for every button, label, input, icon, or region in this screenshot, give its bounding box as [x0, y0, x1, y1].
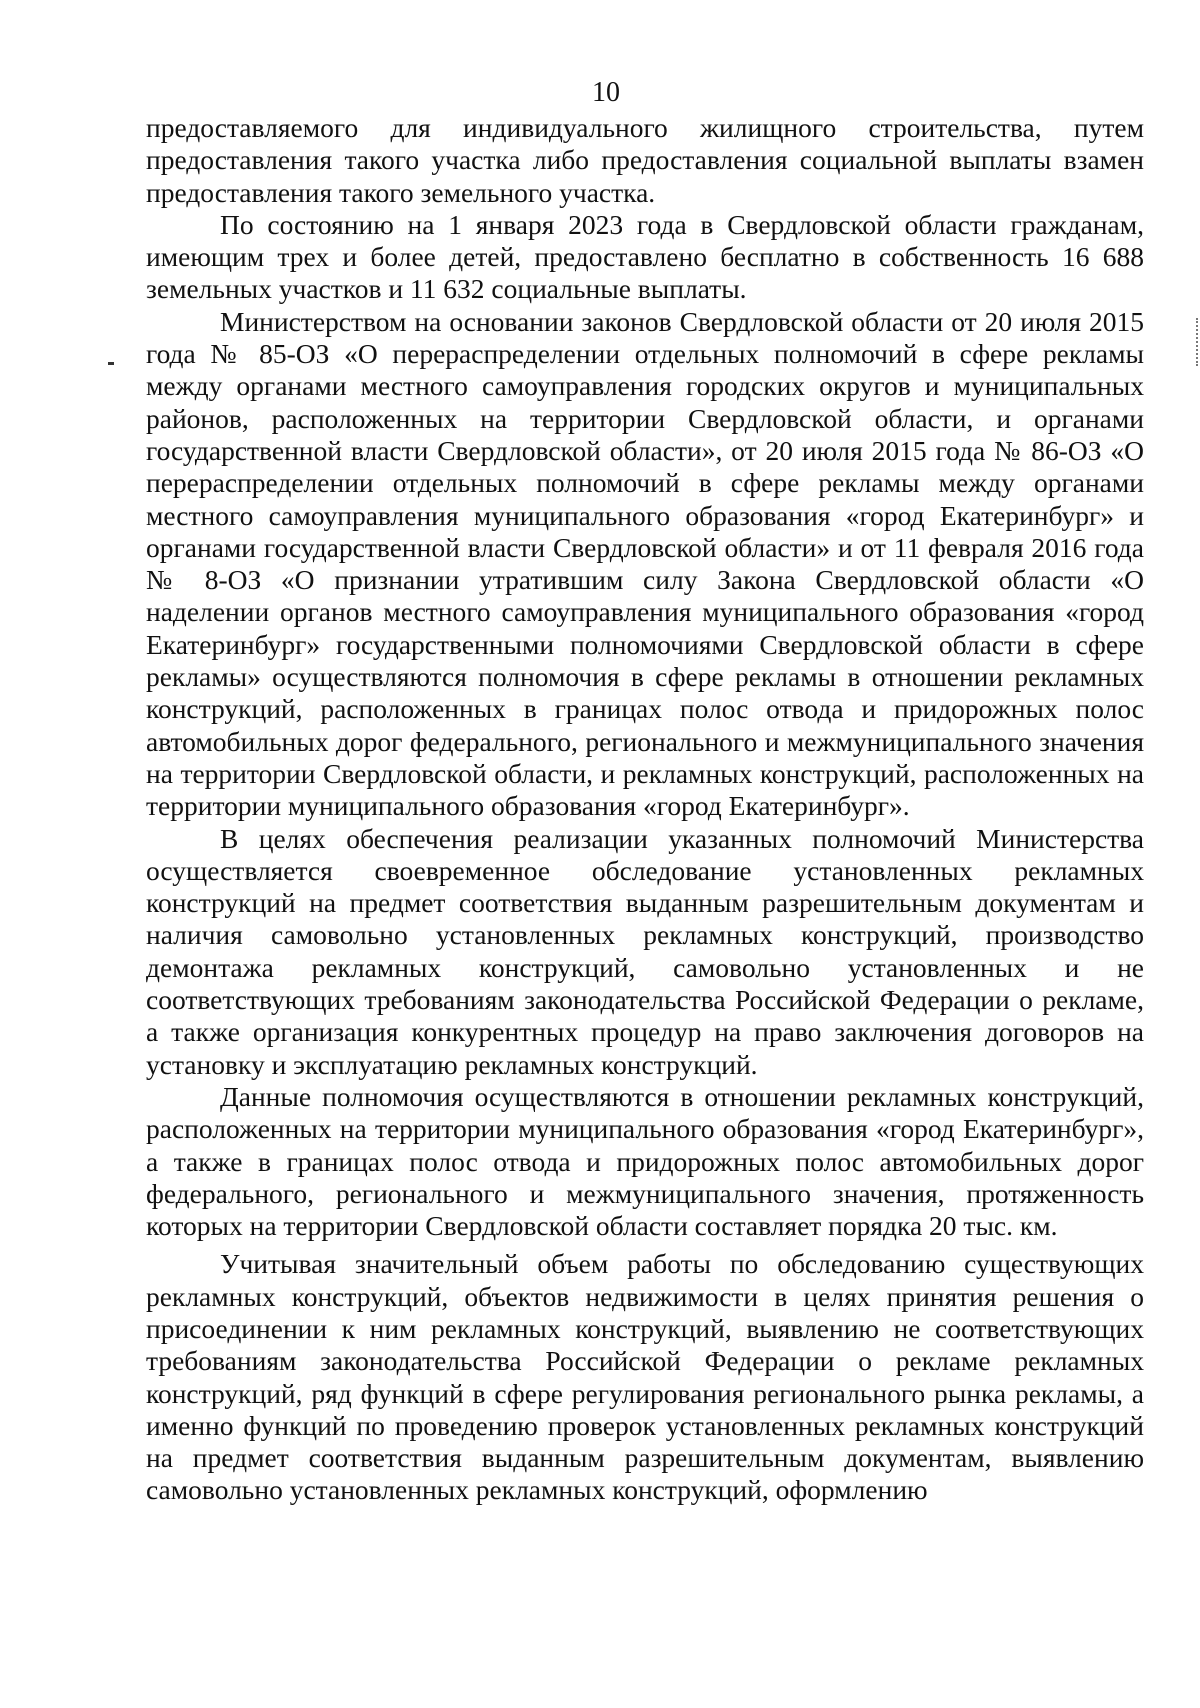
- scan-edge-mark: [1196, 318, 1200, 366]
- paragraph-land-plots: По состоянию на 1 января 2023 года в Свердловской области гражданам, имеющим трех и более детей, предоставлено бесплатно в собственность 16 688 земельных участков и 11 632 социальные выплаты.: [146, 208, 1144, 305]
- page-number: 10: [592, 77, 620, 108]
- margin-dash-mark: [108, 362, 114, 365]
- document-body: [146, 112, 1144, 1507]
- paragraph-ministry-powers: В целях обеспечения реализации указанных полномочий Министерства осуществляется своевременное обследование установленных рекламных конструкций на предмет соответствия выданным разрешительным документам и наличия самовольно установленных рекламных конструкций, производство демонтажа рекламных конструкций, самовольно установленных и не соответствующих требованиям законодательства Российской Федерации о рекламе, а также организация конкурентных процедур на право заключения договоров на установку и эксплуатацию рекламных конструкций.: [146, 822, 1144, 1080]
- paragraph-workload: Учитывая значительный объем работы по обследованию существующих рекламных конструкций, объектов недвижимости в целях принятия решения о присоединении к ним рекламных конструкций, выявлению не соответствующих требованиям законодательства Российской Федерации о рекламе рекламных конструкций, ряд функций в сфере регулирования регионального рынка рекламы, а именно функций по проведению проверок установленных рекламных конструкций на предмет соответствия выданным разрешительным документам, выявлению самовольно установленных рекламных конструкций, оформлению: [146, 1248, 1144, 1506]
- paragraph-advertising-laws: Министерством на основании законов Свердловской области от 20 июля 2015 года № 85-ОЗ «О перераспределении отдельных полномочий в сфере рекламы между органами местного самоуправления городских округов и муниципальных районов, расположенных на территории Свердловской области, и органами государственной власти Свердловской области», от 20 июля 2015 года № 86-ОЗ «О перераспределении отдельных полномочий в сфере рекламы между органами местного самоуправления муниципального образования «город Екатеринбург» и органами государственной власти Свердловской области» и от 11 февраля 2016 года № 8-ОЗ «О признании утратившим силу Закона Свердловской области «О наделении органов местного самоуправления муниципального образования «город Екатеринбург» государственными полномочиями Свердловской области в сфере рекламы» осуществляются полномочия в сфере рекламы в отношении рекламных конструкций, расположенных в границах полос отвода и придорожных полос автомобильных дорог федерального, регионального и межмуниципального значения на территории Свердловской области, и рекламных конструкций, расположенных на территории муниципального образования «город Екатеринбург».: [146, 305, 1144, 822]
- paragraph-powers-scope: Данные полномочия осуществляются в отношении рекламных конструкций, расположенных на территории муниципального образования «город Екатеринбург», а также в границах полос отвода и придорожных полос автомобильных дорог федерального, регионального и межмуниципального значения, протяженность которых на территории Свердловской области составляет порядка 20 тыс. км.: [146, 1080, 1144, 1242]
- paragraph-continuation: предоставляемого для индивидуального жилищного строительства, путем предоставления такого участка либо предоставления социальной выплаты взамен предоставления такого земельного участка.: [146, 112, 1144, 208]
